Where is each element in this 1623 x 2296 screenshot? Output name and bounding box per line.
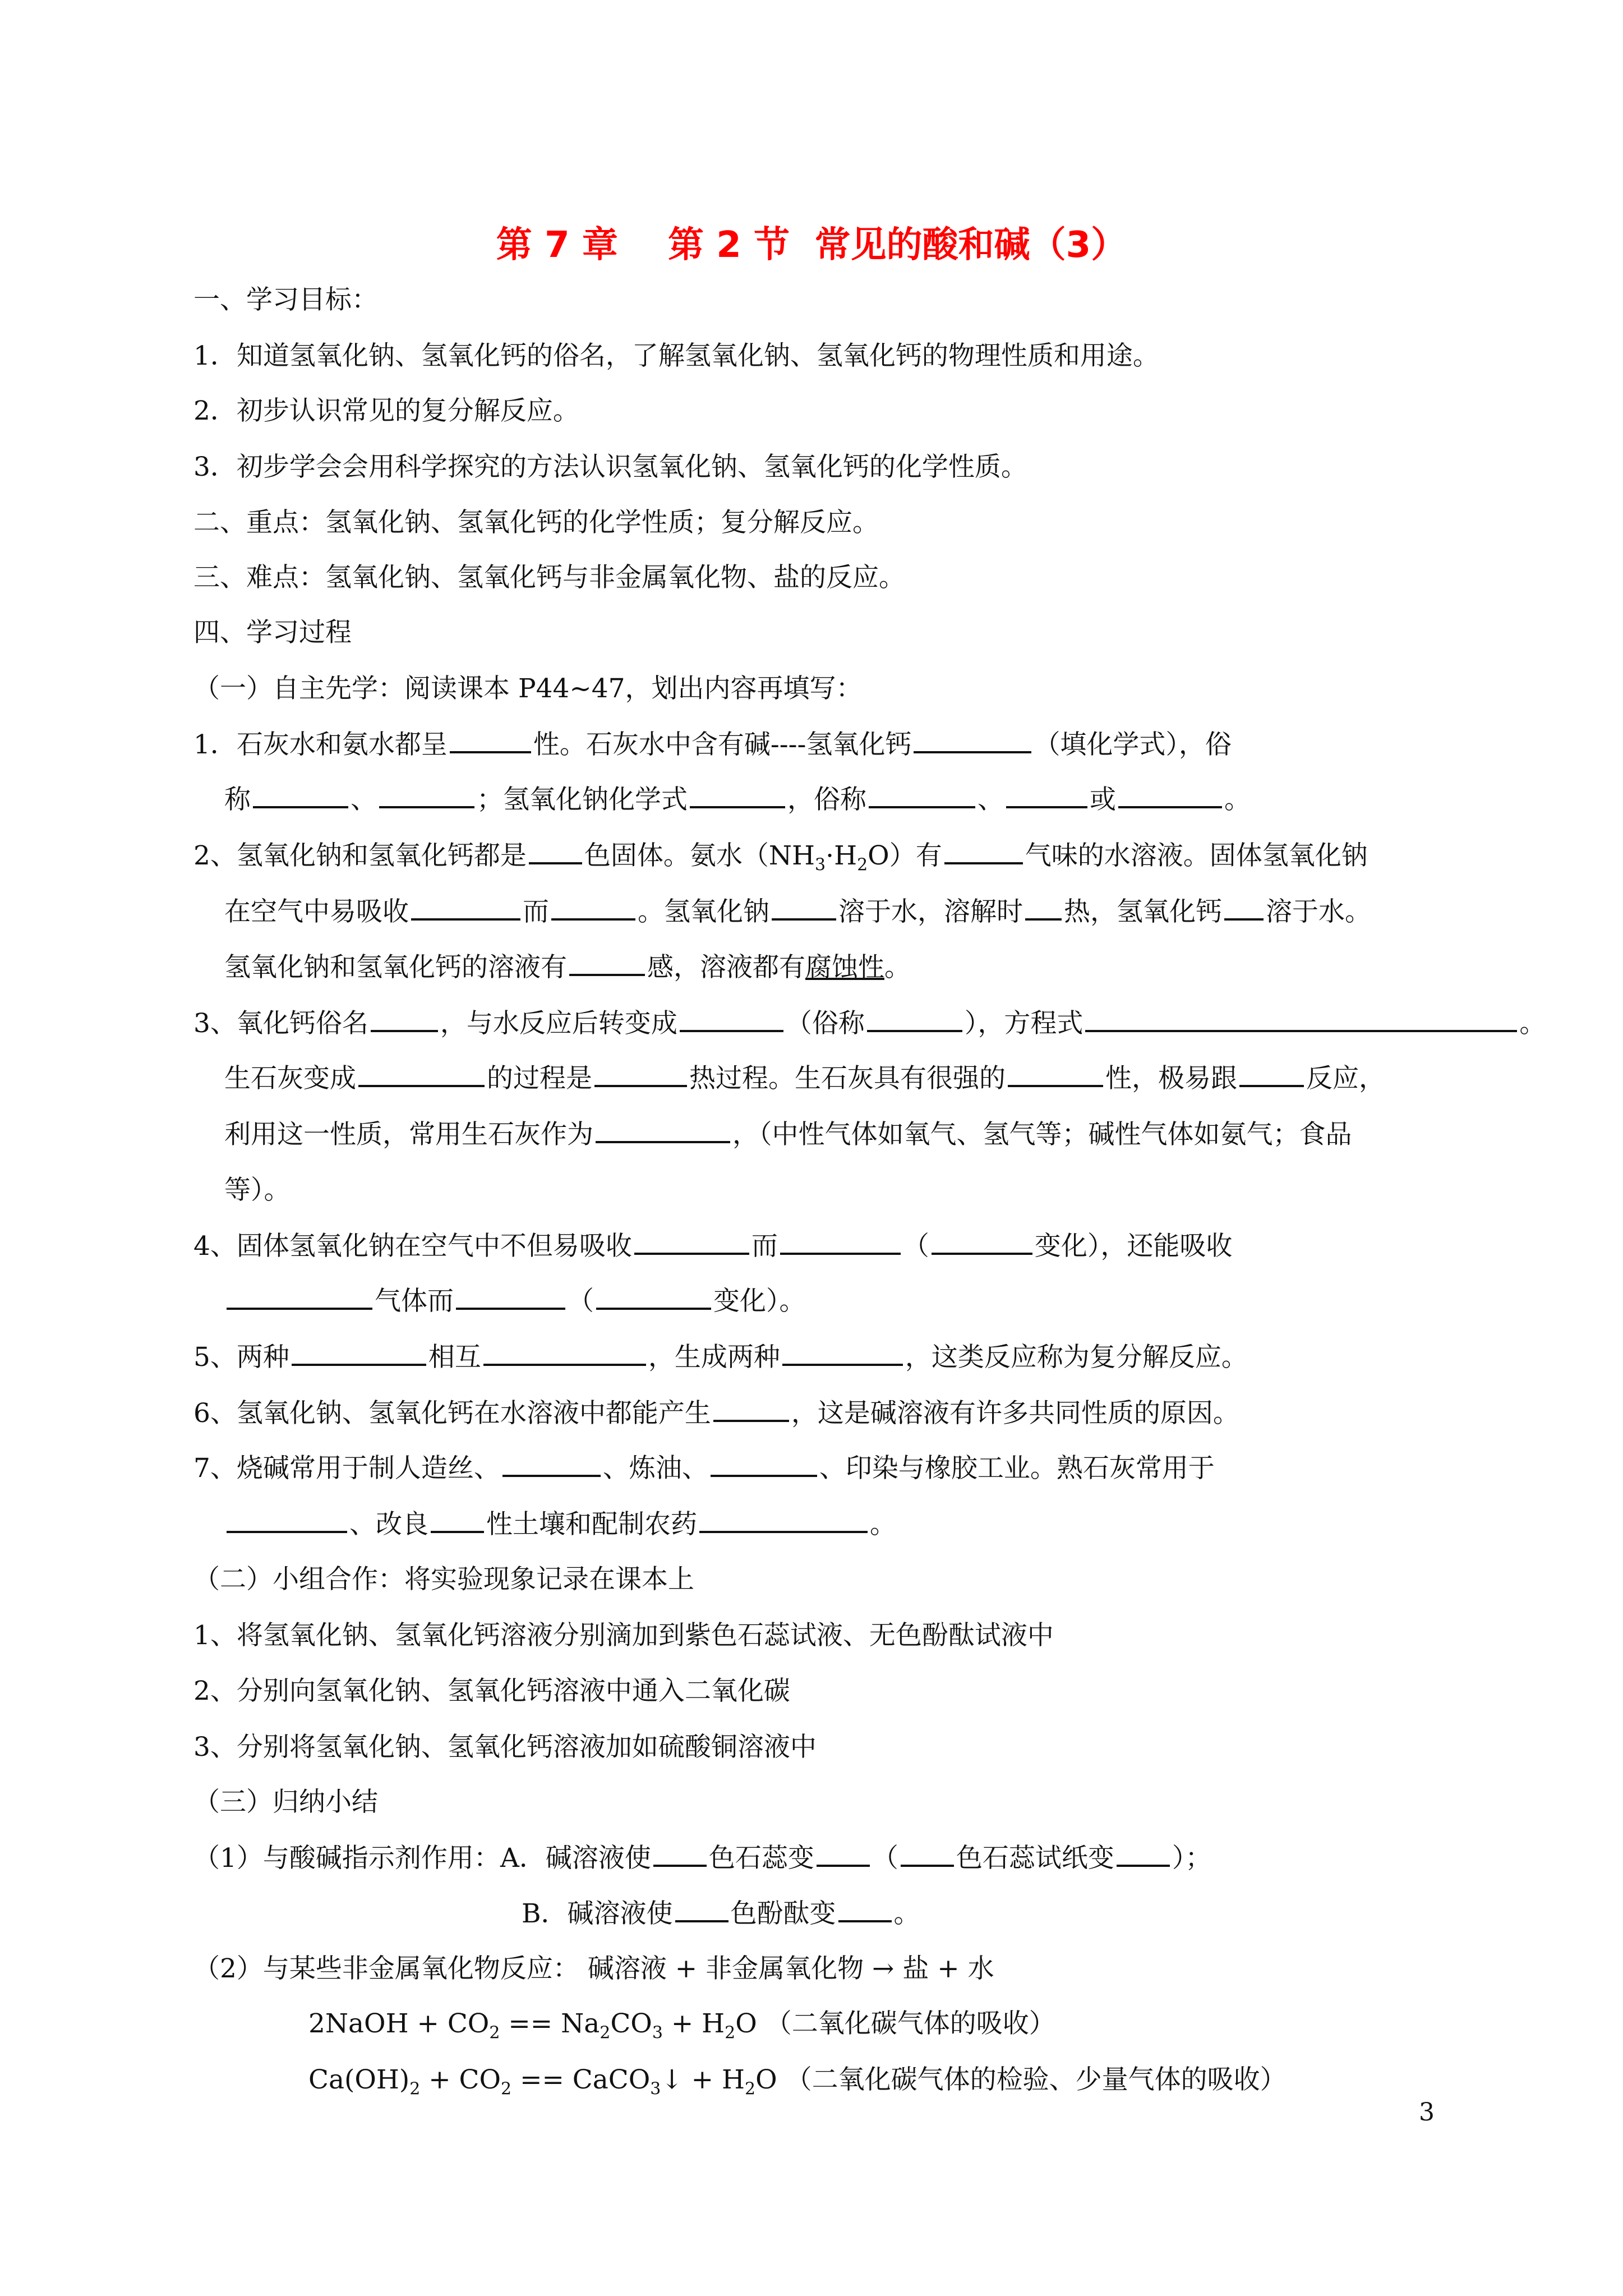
question-2-line-1: 2、氢氧化钠和氢氧化钙都是 色固体。氨水$(NH_3\cdot H_2O)$有 气味的水溶液。固体氢氧化钠 <box>193 840 1368 875</box>
page-title: 第 7 章 第 2 节 常见的酸和碱（3） <box>496 224 1127 266</box>
question-3-line-3: 利用这一性质，常用生石灰作为 ，（中性气体如氧气、氢气等；碱性气体如氨气；食品 <box>224 1119 1352 1150</box>
objective-1: 1．知道氢氧化钠、氢氧化钙的俗名，了解氢氧化钠、氢氧化钙的物理性质和用途。 <box>193 341 1159 371</box>
blank[interactable] <box>772 896 836 921</box>
page-number: 3 <box>1419 2098 1435 2127</box>
summary-1-line-2: B．碱溶液使 色酚酞变 。 <box>522 1898 920 1929</box>
question-3-line-4: 等）。 <box>224 1175 291 1205</box>
equation-caoh2-co2: $Ca(OH)_2 + CO_2$ == CaCO$_3$↓ + $H_2O$ （二氧化碳气体的检验、少量气体的吸收） <box>308 2064 1287 2099</box>
blank[interactable] <box>653 1842 707 1867</box>
equation-naoh-co2: 2NaOH + $CO_2 == Na_2CO_3 + H_2O$ （二氧化碳气体的吸收） <box>308 2008 1055 2043</box>
blank[interactable] <box>782 1341 903 1366</box>
blank[interactable] <box>713 1397 789 1422</box>
question-4-line-2: 气体而 （ 变化）。 <box>224 1285 806 1318</box>
blank[interactable] <box>901 1842 954 1867</box>
question-3-line-2: 生石灰变成 的过程是 热过程。生石灰具有很强的 性，极易跟 反应， <box>224 1063 1385 1094</box>
question-7-line-2: 、改良 性土壤和配制农药 。 <box>224 1508 896 1542</box>
blank[interactable] <box>869 784 975 808</box>
question-1-line-2: 称 、 ；氢氧化钠化学式 ，俗称 、 或 。 <box>224 784 1251 815</box>
blank[interactable] <box>483 1341 646 1366</box>
objective-3: 3．初步学会会用科学探究的方法认识氢氧化钠、氢氧化钙的化学性质。 <box>193 452 1027 482</box>
question-3-line-1: 3、氧化钙俗名 ，与水反应后转变成 （俗称 ），方程式 。 <box>193 1008 1546 1039</box>
question-2-line-3: 氢氧化钠和氢氧化钙的溶液有 感，溶液都有腐蚀性。 <box>224 952 911 983</box>
blank[interactable] <box>502 1452 601 1477</box>
blank[interactable] <box>529 840 582 864</box>
blank[interactable] <box>634 1230 749 1255</box>
blank[interactable] <box>596 1119 730 1143</box>
blank[interactable] <box>1117 1842 1170 1867</box>
summary-heading: （三）归纳小结 <box>193 1787 378 1818</box>
blank[interactable] <box>817 1842 870 1867</box>
blank[interactable] <box>675 1898 728 1922</box>
self-study-heading: （一）自主先学：阅读课本 P44~47，划出内容再填写： <box>193 673 863 704</box>
group-work-heading: （二）小组合作：将实验现象记录在课本上 <box>193 1564 694 1595</box>
question-5: 5、两种 相互 ，生成两种 ，这类反应称为复分解反应。 <box>193 1342 1248 1373</box>
blank[interactable] <box>371 1007 438 1032</box>
key-points: 二、重点：氢氧化钠、氢氧化钙的化学性质；复分解反应。 <box>193 507 879 538</box>
blank[interactable] <box>1025 896 1062 921</box>
blank[interactable] <box>690 784 785 808</box>
blank[interactable] <box>596 1285 711 1310</box>
question-4-line-1: 4、固体氢氧化钠在空气中不但易吸收 而 （ 变化），还能吸收 <box>193 1231 1233 1262</box>
blank[interactable] <box>838 1898 892 1922</box>
objective-2: 2．初步认识常见的复分解反应。 <box>193 395 579 426</box>
blank[interactable] <box>1085 1007 1517 1032</box>
blank[interactable] <box>1118 784 1222 808</box>
blank[interactable] <box>914 729 1031 753</box>
blank[interactable] <box>1224 896 1264 921</box>
experiment-3: 3、分别将氢氧化钠、氢氧化钙溶液加如硫酸铜溶液中 <box>193 1732 817 1763</box>
difficult-points: 三、难点：氢氧化钠、氢氧化钙与非金属氧化物、盐的反应。 <box>193 562 905 593</box>
blank[interactable] <box>780 1230 901 1255</box>
blank[interactable] <box>227 1285 372 1310</box>
summary-1-line-1: （1）与酸碱指示剂作用：A．碱溶液使 色石蕊变 （ 色石蕊试纸变 ）； <box>193 1843 1212 1874</box>
blank[interactable] <box>253 784 348 808</box>
experiment-1: 1、将氢氧化钠、氢氧化钙溶液分别滴加到紫色石蕊试液、无色酚酞试液中 <box>193 1620 1054 1651</box>
blank[interactable] <box>551 896 635 921</box>
blank[interactable] <box>711 1452 817 1477</box>
blank[interactable] <box>456 1285 565 1310</box>
blank[interactable] <box>431 1508 484 1533</box>
blank[interactable] <box>680 1007 783 1032</box>
section-objectives-heading: 一、学习目标： <box>193 284 378 315</box>
blank[interactable] <box>699 1508 868 1533</box>
blank[interactable] <box>450 729 531 753</box>
blank[interactable] <box>594 1062 687 1087</box>
blank[interactable] <box>569 951 645 976</box>
blank[interactable] <box>358 1062 485 1087</box>
blank[interactable] <box>932 1230 1032 1255</box>
blank[interactable] <box>411 896 520 921</box>
blank[interactable] <box>1008 1062 1103 1087</box>
blank[interactable] <box>1006 784 1087 808</box>
experiment-2: 2、分别向氢氧化钠、氢氧化钙溶液中通入二氧化碳 <box>193 1676 790 1706</box>
summary-2: （2）与某些非金属氧化物反应： 碱溶液 + 非金属氧化物 → 盐 + 水 <box>193 1953 994 1984</box>
blank[interactable] <box>379 784 474 808</box>
question-1-line-1: 1．石灰水和氨水都呈 性。石灰水中含有碱----氢氧化钙 （填化学式），俗 <box>193 729 1232 760</box>
question-6: 6、氢氧化钠、氢氧化钙在水溶液中都能产生 ，这是碱溶液有许多共同性质的原因。 <box>193 1398 1239 1429</box>
blank[interactable] <box>1239 1062 1304 1087</box>
blank[interactable] <box>227 1508 347 1533</box>
blank[interactable] <box>292 1341 426 1366</box>
blank[interactable] <box>867 1007 962 1032</box>
blank[interactable] <box>944 840 1023 864</box>
question-7-line-1: 7、烧碱常用于制人造丝、 、炼油、 、印染与橡胶工业。熟石灰常用于 <box>193 1453 1215 1484</box>
question-2-line-2: 在空气中易吸收 而 。氢氧化钠 溶于水，溶解时 热，氢氧化钙 溶于水。 <box>224 896 1371 927</box>
learning-process-heading: 四、学习过程 <box>193 617 352 648</box>
